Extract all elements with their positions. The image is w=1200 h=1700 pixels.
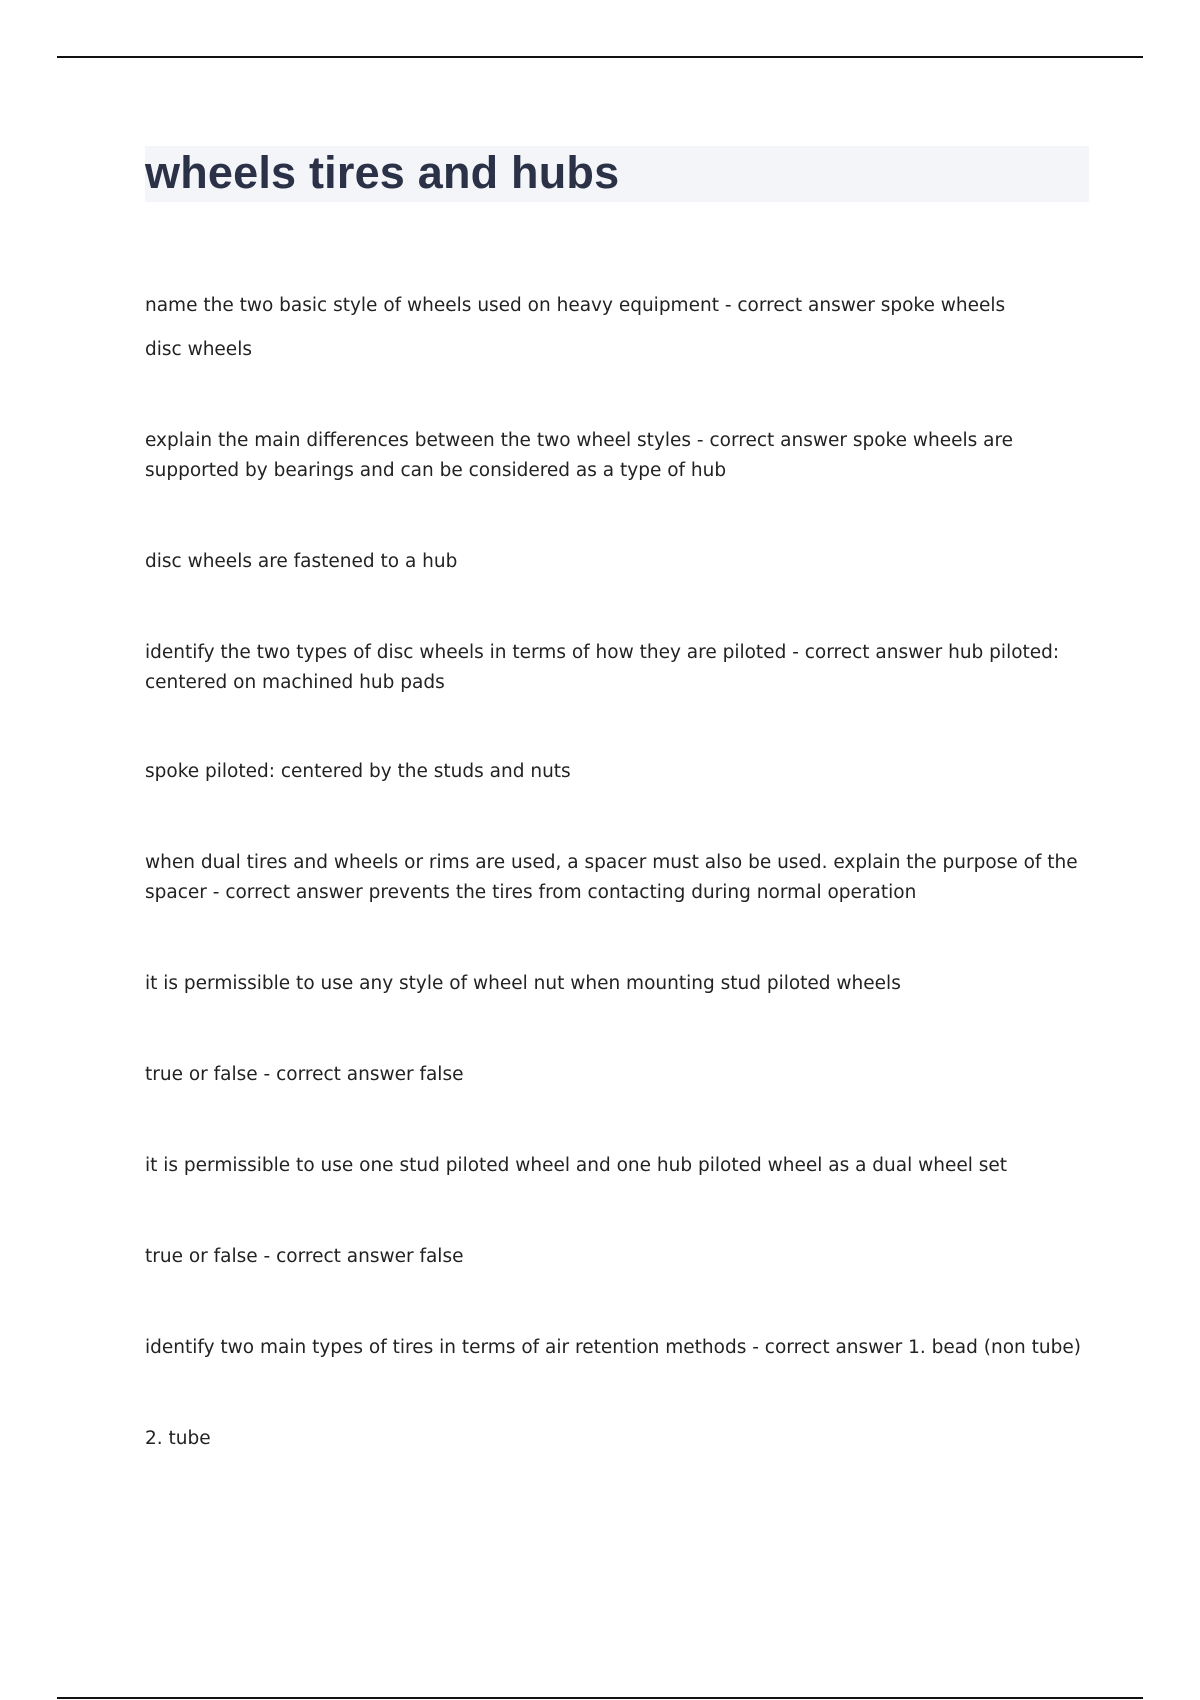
paragraph-11: true or false - correct answer false [145,1246,464,1267]
paragraph-13: 2. tube [145,1428,211,1449]
paragraph-7: when dual tires and wheels or rims are used, a spacer must also be used. explain the purpose of the spacer - correct answer prevents the tires from contacting during normal operation [145,852,1078,903]
page-title: wheels tires and hubs [145,147,620,198]
paragraph-5: identify the two types of disc wheels in terms of how they are piloted - correct answer hub piloted: centered on machined hub pads [145,642,1060,693]
paragraph-10: it is permissible to use one stud piloted wheel and one hub piloted wheel as a dual wheel set [145,1155,1008,1176]
paragraph-3: explain the main differences between the two wheel styles - correct answer spoke wheels are supported by bearings and can be considered as a type of hub [145,430,1014,481]
paragraph-6: spoke piloted: centered by the studs and nuts [145,761,571,782]
paragraph-2: disc wheels [145,339,252,360]
paragraph-9: true or false - correct answer false [145,1064,464,1085]
bottom-divider [57,1697,1143,1699]
paragraph-4: disc wheels are fastened to a hub [145,551,458,572]
top-divider [57,56,1143,58]
paragraph-1: name the two basic style of wheels used on heavy equipment - correct answer spoke wheels [145,295,1006,316]
paragraph-12: identify two main types of tires in terms of air retention methods - correct answer 1. bead (non tube) [145,1337,1081,1358]
paragraph-8: it is permissible to use any style of wheel nut when mounting stud piloted wheels [145,973,901,994]
